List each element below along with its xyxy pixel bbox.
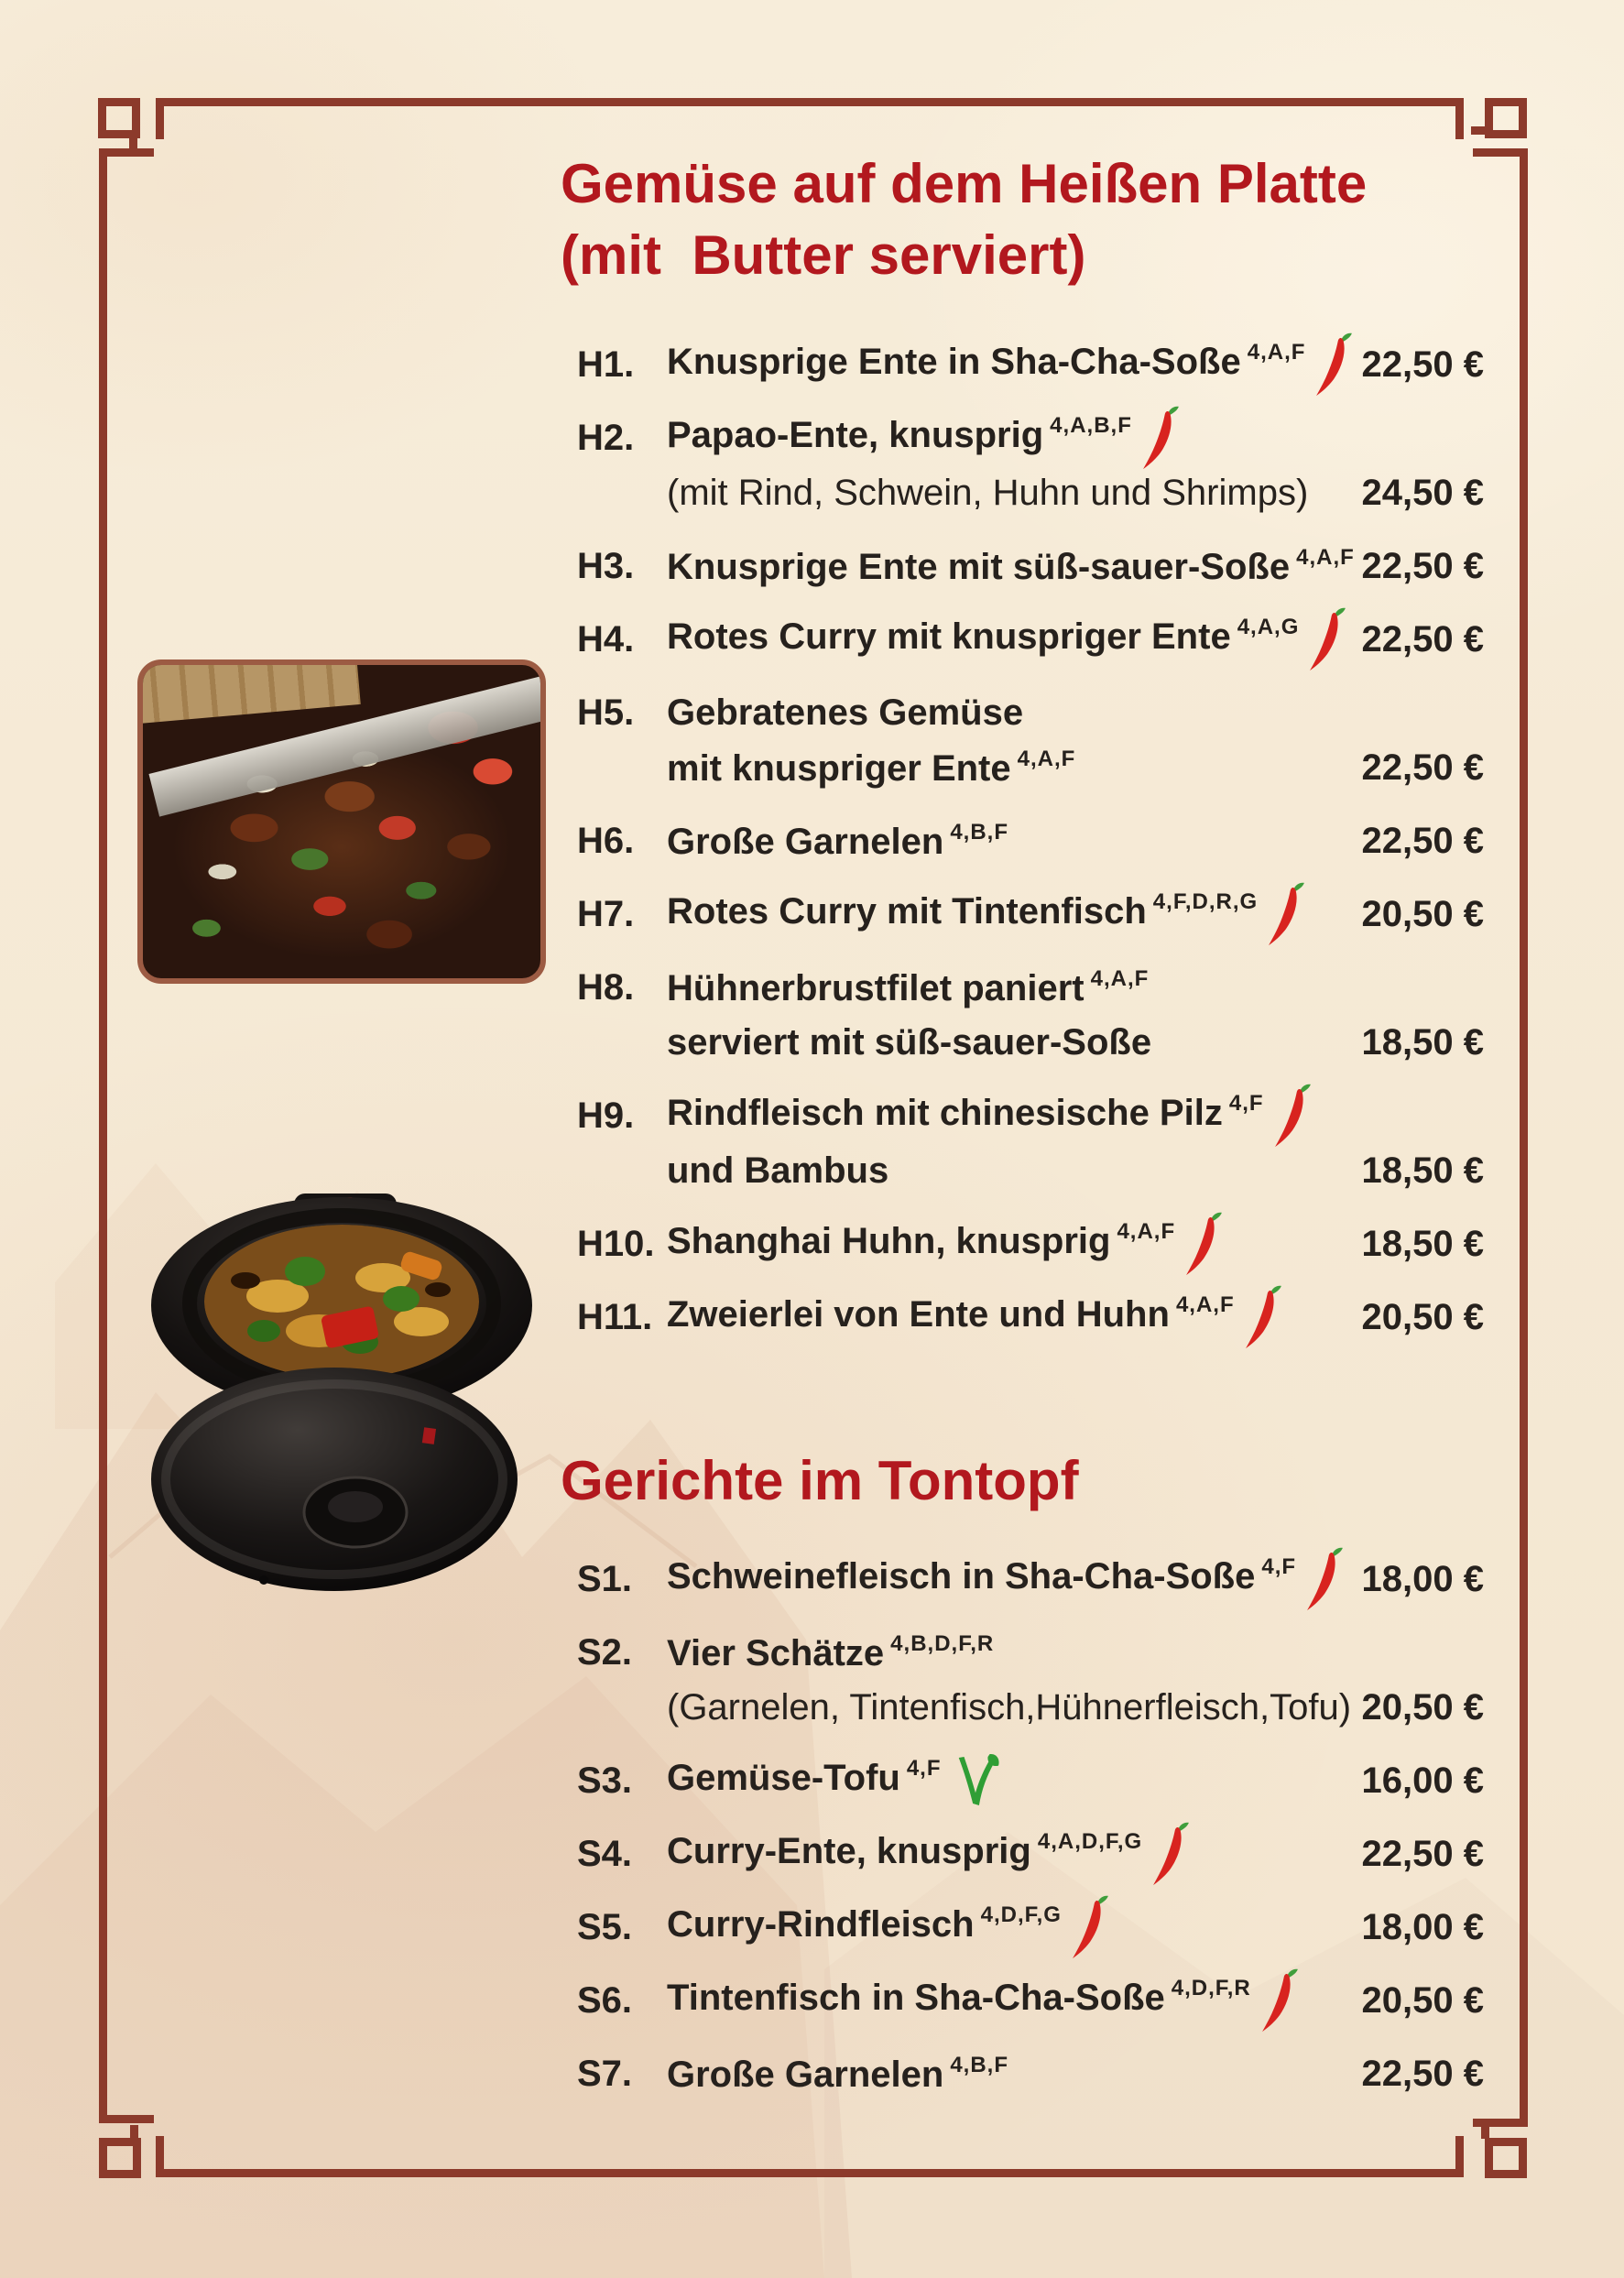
item-name: Shanghai Huhn, knusprig $^{4,A,F}$ [667,1211,1313,1277]
allergen-superscript: 4,B,F [950,2052,1008,2077]
chili-pepper-icon [1071,1894,1109,1960]
item-number: S3. [577,1760,633,1801]
menu-item-H8 [577,960,1484,1015]
frame-right-line [1520,148,1528,2127]
menu-item-H5-line2 [577,740,1484,795]
frame-corner-tail-top-left [129,136,137,150]
chili-pepper-icon [1267,881,1305,947]
allergen-superscript: 4,F [1228,1091,1264,1116]
item-name: Große Garnelen $^{4,B,F}$ [667,819,1008,862]
tontopf-items-list [577,1552,1484,2101]
menu-item-S4 [577,1826,1484,1881]
menu-item-H5 [577,685,1484,740]
item-number: S7. [577,2053,633,2094]
vegetarian-leaf-icon [953,1751,1000,1810]
item-number: S1. [577,1558,633,1599]
item-name: Gebratenes Gemüse [667,692,1024,733]
section-title-hotplate-line2: (mit Butter serviert) [561,224,1086,286]
item-number: H7. [577,893,635,934]
item-name: Hühnerbrustfilet paniert $^{4,A,F}$ [667,965,1150,1008]
frame-corner-square-bottom-left [99,2138,141,2178]
frame-bottom-right-stub [1455,2136,1464,2177]
item-number: S5. [577,1906,633,1947]
item-name: Schweinefleisch in Sha-Cha-Soße $^{4,F}$ [667,1546,1313,1612]
allergen-superscript: 4,A,G [1237,615,1300,639]
item-price: 18,50 € [1361,1021,1484,1063]
frame-bottom-left-stub [156,2136,164,2177]
bamboo-mat [137,659,360,725]
item-name: Tintenfisch in Sha-Cha-Soße $^{4,D,F,R}$ [667,1967,1313,2033]
claypot-photo [126,1193,557,1606]
frame-bottom-line [156,2169,1464,2177]
allergen-superscript: 4,D,F,R [1171,1976,1251,2000]
item-price: 20,50 € [1361,1686,1484,1728]
frame-left-top-hook [99,148,154,157]
item-price: 22,50 € [1361,2053,1484,2094]
item-price: 22,50 € [1361,545,1484,586]
menu-item-H10 [577,1216,1484,1271]
item-number: H2. [577,417,635,458]
menu-item-H9-line2 [577,1143,1484,1198]
item-name: Curry-Ente, knusprig $^{4,A,D,F,G}$ [667,1821,1313,1887]
menu-item-H2-line2 [577,465,1484,520]
item-number: H1. [577,343,635,385]
item-price: 18,50 € [1361,1150,1484,1191]
menu-item-H1 [577,337,1484,392]
chili-pepper-icon [1273,1083,1312,1149]
allergen-superscript: 4,A,F [1090,965,1150,991]
frame-corner-square-top-left [98,98,140,138]
allergen-superscript: 4,B,F [950,819,1008,845]
item-name: Rindfleisch mit chinesische Pilz $^{4,F}$ [667,1083,1484,1149]
item-description: serviert mit süß-sauer-Soße [667,1021,1152,1063]
chili-pepper-icon [1141,405,1180,471]
frame-corner-tail-top-right [1471,126,1487,135]
menu-item-H4 [577,612,1484,667]
section-title-hotplate-line1: Gemüse auf dem Heißen Platte [561,153,1368,214]
frame-right-top-hook [1473,148,1528,157]
allergen-superscript: 4,A,F [1017,746,1076,771]
allergen-superscript: 4,A,F [1117,1219,1176,1244]
menu-item-H11 [577,1290,1484,1345]
item-price: 18,00 € [1361,1558,1484,1599]
chili-pepper-icon [1244,1284,1282,1350]
item-name: Rotes Curry mit knuspriger Ente $^{4,A,G}$ [667,606,1313,672]
frame-corner-square-bottom-right [1485,2138,1527,2178]
hotplate-items-list [577,337,1484,1345]
item-number: H3. [577,545,635,586]
item-price: 20,50 € [1361,1296,1484,1337]
menu-item-H2 [577,410,1484,465]
item-number: H9. [577,1095,635,1136]
item-price: 22,50 € [1361,820,1484,861]
allergen-superscript: 4,A,F [1296,544,1355,570]
menu-item-S2-line2 [577,1680,1484,1735]
item-name: Knusprige Ente mit süß-sauer-Soße $^{4,A,F}$ [667,544,1355,587]
item-number: H5. [577,692,635,733]
menu-item-S5 [577,1900,1484,1955]
item-number: H6. [577,820,635,861]
allergen-superscript: 4,F,D,R,G [1152,889,1259,914]
item-name: Papao-Ente, knusprig $^{4,A,B,F}$ [667,405,1484,471]
item-name: Rotes Curry mit Tintenfisch $^{4,F,D,R,G}$ [667,881,1313,947]
allergen-superscript: 4,F [906,1756,942,1781]
item-price: 20,50 € [1361,893,1484,934]
frame-top-line [156,98,1464,106]
menu-item-S7 [577,2046,1484,2101]
item-price: 24,50 € [1361,472,1484,513]
item-description: (mit Rind, Schwein, Huhn und Shrimps) [667,472,1309,513]
frame-left-bottom-hook [99,2115,154,2123]
allergen-superscript: 4,D,F,G [980,1902,1062,1927]
frame-corner-tail-bottom-right [1481,2125,1489,2139]
item-name: Große Garnelen $^{4,B,F}$ [667,2052,1008,2095]
item-price: 18,50 € [1361,1223,1484,1264]
chili-pepper-icon [1184,1211,1223,1277]
menu-item-H6 [577,813,1484,868]
section-title-tontopf: Gerichte im Tontopf [561,1450,1079,1511]
frame-top-left-stub [156,98,164,139]
item-price: 22,50 € [1361,1833,1484,1874]
allergen-superscript: 4,A,D,F,G [1037,1829,1143,1854]
chili-pepper-icon [1151,1821,1190,1887]
frame-corner-square-top-right [1485,98,1527,138]
item-description: und Bambus [667,1150,889,1191]
allergen-superscript: 4,A,B,F [1050,413,1132,438]
menu-item-H9 [577,1088,1484,1143]
item-price: 16,00 € [1361,1760,1484,1801]
menu-item-H7 [577,887,1484,942]
item-name: Curry-Rindfleisch $^{4,D,F,G}$ [667,1894,1313,1960]
item-price: 22,50 € [1361,618,1484,659]
item-name: Zweierlei von Ente und Huhn $^{4,A,F}$ [667,1284,1313,1350]
allergen-superscript: 4,A,F [1175,1292,1235,1317]
chili-pepper-icon [1260,1967,1299,2033]
frame-corner-tail-bottom-left [130,2125,138,2139]
item-price: 22,50 € [1361,343,1484,385]
frame-top-right-stub [1455,98,1464,139]
item-description: (Garnelen, Tintenfisch,Hühnerfleisch,Tofu) [667,1686,1352,1728]
item-name: Knusprige Ente in Sha-Cha-Soße $^{4,A,F}$ [667,332,1313,398]
item-number: H4. [577,618,635,659]
item-number: S2. [577,1631,633,1673]
menu-item-S2 [577,1625,1484,1680]
item-number: H11. [577,1296,653,1337]
menu-item-S3 [577,1753,1484,1808]
allergen-superscript: 4,A,F [1247,340,1306,365]
item-description: mit knuspriger Ente $^{4,A,F}$ [667,746,1076,789]
item-price: 18,00 € [1361,1906,1484,1947]
item-number: H10. [577,1223,655,1264]
item-number: S6. [577,1979,633,2021]
item-name: Gemüse-Tofu $^{4,F}$ [667,1751,1313,1810]
item-number: H8. [577,966,635,1008]
menu-item-S6 [577,1973,1484,2028]
item-price: 20,50 € [1361,1979,1484,2021]
item-number: S4. [577,1833,633,1874]
allergen-superscript: 4,F [1261,1554,1297,1579]
frame-left-line [99,148,107,2123]
hotplate-photo [137,659,546,984]
menu-item-H3 [577,539,1484,594]
menu-item-S1 [577,1552,1484,1607]
item-price: 22,50 € [1361,747,1484,788]
item-name: Vier Schätze $^{4,B,D,F,R}$ [667,1630,995,1673]
allergen-superscript: 4,B,D,F,R [890,1630,995,1656]
menu-item-H8-line2 [577,1015,1484,1070]
